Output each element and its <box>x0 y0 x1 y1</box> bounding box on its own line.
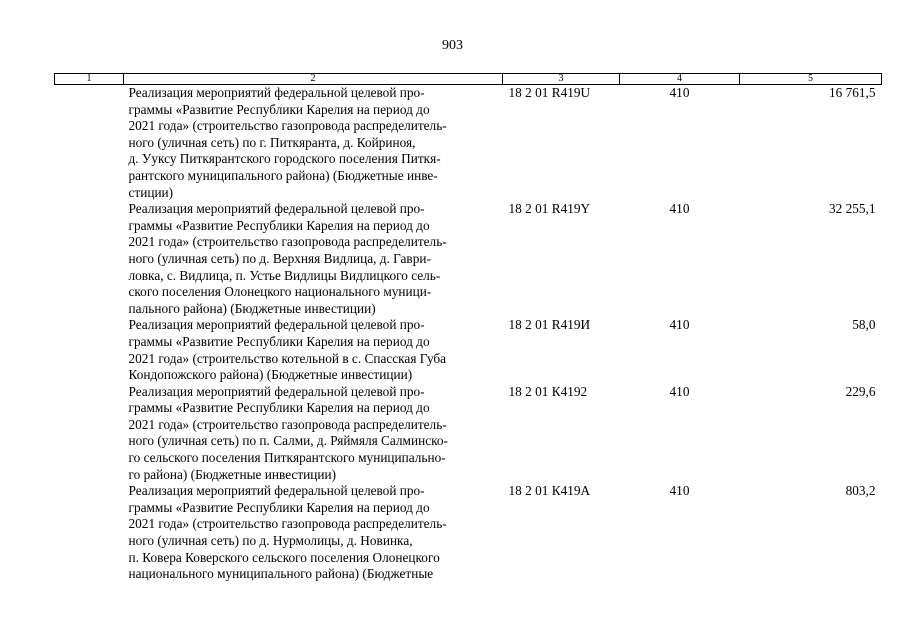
table-row <box>55 317 882 383</box>
row-expense-type: 410 <box>669 383 690 399</box>
row-expense-type: 410 <box>669 201 690 217</box>
row-code: 18 2 01 R419И <box>508 317 591 333</box>
table-row <box>55 384 882 484</box>
column-number-row <box>55 74 882 85</box>
column-5-header: 5 <box>740 74 882 85</box>
table-header <box>55 74 882 85</box>
row-amount: 58,0 <box>852 317 876 333</box>
row-number-cell <box>55 85 124 202</box>
row-number-cell <box>55 384 124 484</box>
row-description: Реализация мероприятий федеральной целевой про- граммы «Развитие Республики Карелия на период до 2021 года» (строительство газопровода распределитель- ного (уличная сеть) по г. Питкяранта, д. Койриноя, д. Ууксу Питкярантского городского поселения Питкя- рантского муниципального района) (Бюджетные инве- стиции) <box>128 85 447 200</box>
row-number-cell <box>55 483 124 583</box>
page-number: 903 <box>442 38 463 53</box>
row-description: Реализация мероприятий федеральной целевой про- граммы «Развитие Республики Карелия на период до 2021 года» (строительство газопровода распределитель- ного (уличная сеть) по п. Салми, д. Ряймяля Салминско- го сельского поселения Питкярантского муниципально- го района) (Бюджетные инвестиции) <box>128 383 448 482</box>
column-4-header: 4 <box>620 74 740 85</box>
row-code: 18 2 01 К4192 <box>508 383 588 399</box>
row-number-cell <box>55 317 124 383</box>
row-number-cell <box>55 201 124 317</box>
column-3-header: 3 <box>503 74 620 85</box>
table-row <box>55 483 882 583</box>
column-2-header: 2 <box>124 74 503 85</box>
table-row <box>55 85 882 202</box>
table-body <box>55 85 882 583</box>
row-amount: 803,2 <box>845 483 876 499</box>
row-description: Реализация мероприятий федеральной целевой про- граммы «Развитие Республики Карелия на период до 2021 года» (строительство котельной в с. Спасская Губа Кондопожского района) (Бюджетные инвестиции) <box>128 317 447 383</box>
row-amount: 32 255,1 <box>828 201 876 217</box>
row-description: Реализация мероприятий федеральной целевой про- граммы «Развитие Республики Карелия на период до 2021 года» (строительство газопровода распределитель- ного (уличная сеть) по д. Верхняя Видлица, д. Гаври- ловка, с. Видлица, п. Устье Видлицы Видлицкого сель- ского поселения Олонецкого национального муници- пального района) (Бюджетные инвестиции) <box>128 201 447 316</box>
row-amount: 229,6 <box>845 383 876 399</box>
row-description: Реализация мероприятий федеральной целевой про- граммы «Развитие Республики Карелия на период до 2021 года» (строительство газопровода распределитель- ного (уличная сеть) по д. Нурмолицы, д. Новинка, п. Ковера Коверского сельского поселения Олонецкого национального муниципального района) (Бюджетные <box>128 483 447 582</box>
row-code: 18 2 01 R419U <box>508 85 591 100</box>
budget-table <box>54 73 882 583</box>
row-expense-type: 410 <box>669 317 690 333</box>
row-expense-type: 410 <box>669 85 690 100</box>
row-code: 18 2 01 К419А <box>508 483 591 499</box>
row-amount: 16 761,5 <box>828 85 876 100</box>
column-1-header: 1 <box>55 74 124 85</box>
row-code: 18 2 01 R419Y <box>508 201 591 217</box>
row-expense-type: 410 <box>669 483 690 499</box>
table-row <box>55 201 882 317</box>
